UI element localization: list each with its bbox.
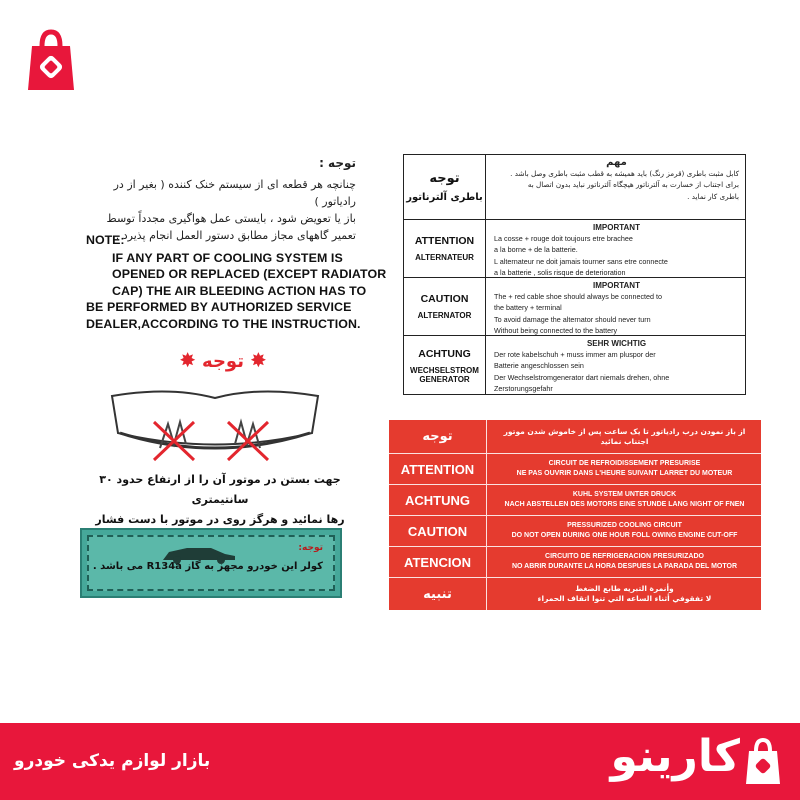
persian-note: [96, 155, 356, 244]
table-row-content: [488, 220, 745, 277]
table-row-label: [404, 220, 486, 277]
red-row-label: CAUTION: [389, 516, 487, 546]
table-row-sublabel: ALTERNATEUR: [415, 253, 474, 262]
table-row-sublabel: ALTERNATOR: [417, 311, 472, 320]
english-note-line: IF ANY PART OF COOLING SYSTEM IS: [112, 250, 343, 265]
table-row-label: [404, 336, 486, 395]
ac-gas-sticker: [80, 528, 342, 598]
warning-caption-line: رها نمائید و هرگز روی در موتور با دست فشار: [95, 513, 345, 526]
shopping-bag-icon: [28, 28, 74, 92]
table-row-label-text: CAUTION: [420, 293, 469, 305]
table-row-sublabel: WECHSELSTROM GENERATOR: [410, 365, 479, 384]
warning-caption-line: جهت بستن در موتور آن را از ارتفاع حدود ۳۰ سانتیمتری: [99, 473, 341, 506]
red-row-text: CIRCUITO DE REFRIGERACION PRESURIZADO NO ABRIR DURANTE LA HORA DESPUES LA PARADA DEL MOTOR: [511, 553, 738, 570]
table-header-right: [488, 155, 745, 219]
table-row-line: Zerstorungsgefahr: [494, 383, 553, 393]
footer-tagline: بازار لوازم یدکی خودرو: [14, 751, 211, 771]
persian-note-line: تعمیر گاههای مجاز مطابق دستور العمل انجام پذیرد .: [115, 229, 356, 242]
shopping-bag-icon: [746, 737, 780, 785]
ac-gas-text: کولر این خودرو مجهز به گاز R134a می باشد .: [92, 561, 323, 572]
hood-hands-illustration: [110, 378, 320, 468]
red-row-label: تنبيه: [389, 578, 487, 610]
brand-footer: [0, 723, 800, 800]
star-burst-icon: ✸: [179, 350, 197, 372]
red-row-label: توجه: [389, 420, 487, 453]
english-note-label: NOTE:: [86, 233, 125, 247]
footer-brand-name: کارینو: [610, 731, 740, 782]
red-row-text: KUHL SYSTEM UNTER DRUCK NACH ABSTELLEN DES MOTORS EINE STUNDE LANG NIGHT OF FNEN: [504, 491, 745, 508]
table-row-title: IMPORTANT: [593, 223, 640, 232]
warning-title-text: توجه: [202, 350, 244, 372]
english-note-line: OPENED OR REPLACED (EXCEPT RADIATOR: [112, 267, 387, 281]
table-row-line: The + red cable shoe should always be connected to: [494, 292, 663, 301]
table-row-line: La cosse + rouge doit toujours etre brachee: [494, 234, 633, 243]
table-row-line: Der rote kabelschuh + muss immer am pluspor der: [494, 350, 656, 359]
table-row-line: Batterie angeschlossen sein: [494, 361, 584, 371]
red-row-label: ATENCION: [389, 547, 487, 577]
table-row-content: [488, 278, 745, 335]
star-burst-icon: ✸: [249, 350, 267, 372]
red-row-text: وأنمرة التبريه طابع الضغط لا تفقوفي أثناء الساعه التي تنوا اتقاف الحمراء: [537, 584, 712, 603]
radiator-cap-sticker: [389, 420, 761, 610]
alternator-warning-table: [403, 154, 746, 395]
table-row-line: To avoid damage the alternator should never turn: [494, 314, 651, 324]
table-row-label-text: ATTENTION: [414, 235, 475, 247]
table-row-line: Without being connected to the battery: [494, 325, 618, 335]
red-row-text: از باز نمودن درب رادیاتور تا یک ساعت پس از خاموش شدن موتور اجتناب نمائید: [503, 426, 746, 446]
table-header-line: باطری کار نماید .: [687, 191, 739, 201]
red-row-text: PRESSURIZED COOLING CIRCUIT DO NOT OPEN DURING ONE HOUR FOLL OWING ENGINE CUT-OFF: [511, 522, 738, 539]
table-header-right-title: مهم: [606, 157, 627, 168]
persian-note-line: باز یا تعویض شود ، بایستی عمل هواگیری مجدداً توسط: [106, 212, 356, 225]
table-header-title: توجه: [429, 171, 460, 186]
warning-title: [168, 347, 278, 375]
table-row-title: SEHR WICHTIG: [586, 339, 647, 348]
table-row-content: [488, 336, 745, 395]
table-row-line: the battery + terminal: [494, 303, 562, 313]
red-row-label: ACHTUNG: [389, 485, 487, 515]
table-header-subtitle: باطری آلترناتور: [406, 192, 483, 203]
table-row-label-text: ACHTUNG: [418, 347, 471, 360]
table-header-left: [404, 155, 486, 219]
table-row-line: a la batterie , solis risque de deterioration: [494, 267, 626, 277]
table-row-label: [404, 278, 486, 335]
table-row-line: L alternateur ne doit jamais tourner sans etre connecte: [494, 256, 668, 266]
english-note-line: BE PERFORMED BY AUTHORIZED SERVICE: [86, 300, 352, 314]
persian-note-title: توجه :: [319, 156, 356, 170]
table-row-title: IMPORTANT: [593, 281, 640, 290]
table-row-line: a la borne + de la batterie.: [494, 245, 578, 255]
english-note-line: CAP) THE AIR BLEEDING ACTION HAS TO: [112, 283, 367, 298]
table-row-line: Der Wechselstromgenerator dart niemals drehen, ohne: [494, 372, 670, 382]
english-note: [86, 232, 396, 332]
ac-gas-title: توجه:: [298, 543, 323, 553]
table-header-line: برای اجتناب از خسارت به آلترناتور هیچگاه آلترناتور نباید بدون اتصال به: [527, 180, 739, 190]
persian-note-line: چنانچه هر قطعه ای از سیستم خنک کننده ( بغیر از در رادیاتور ): [113, 178, 356, 208]
table-header-line: کابل مثبت باطری (قرمز رنگ) باید همیشه به قطب مثبت باطری وصل باشد .: [510, 169, 739, 178]
english-note-line: DEALER,ACCORDING TO THE INSTRUCTION.: [86, 316, 361, 331]
red-row-text: CIRCUIT DE REFROIDISSEMENT PRESURISE NE PAS OUVRIR DANS L'HEURE SUIVANT LARRET DU MOTEUR: [516, 460, 733, 477]
red-row-label: ATTENTION: [389, 454, 487, 484]
